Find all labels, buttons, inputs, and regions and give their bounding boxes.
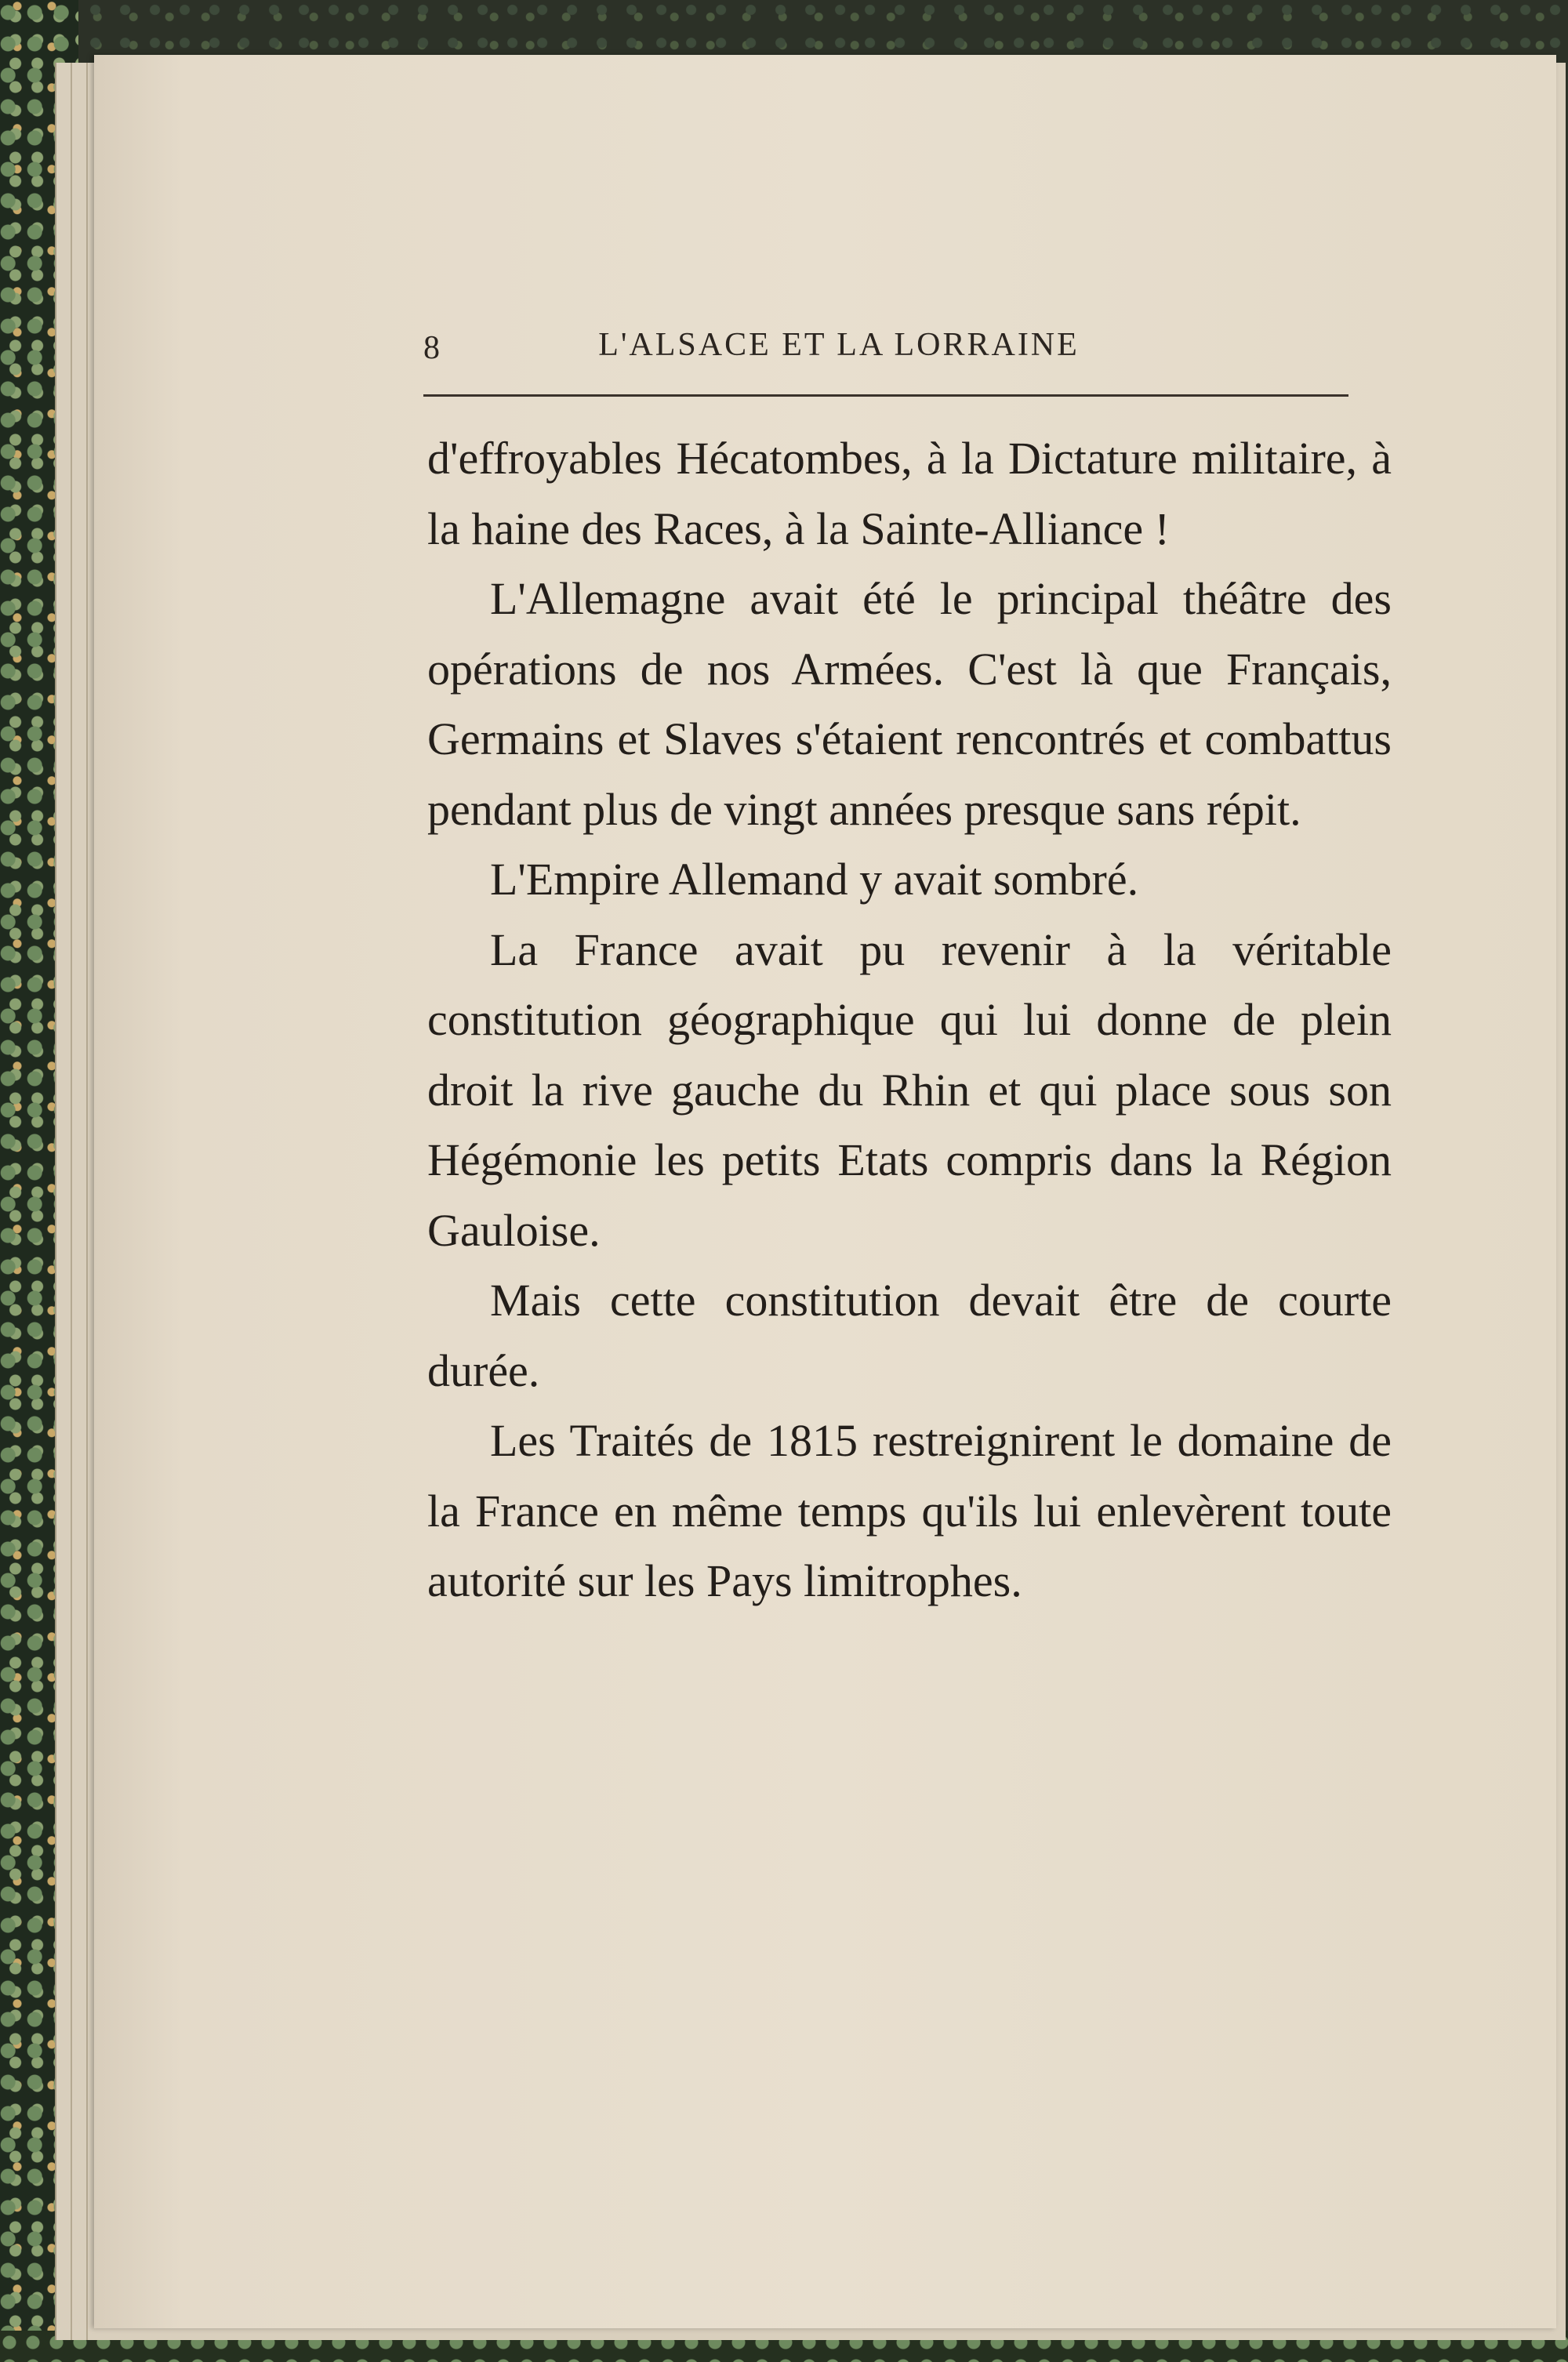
paragraph-1: d'effroyables Hécatombes, à la Dictature militaire, à la haine des Races, à la Sainte-Alliance ! <box>427 433 1392 554</box>
paragraph-4: La France avait pu revenir à la véritable constitution géographique qui lui donne de plein droit la rive gauche du Rhin et qui place sous son Hégémonie les petits Etats compris dans la Région Gauloise. <box>427 923 1392 1256</box>
paragraph-2: L'Allemagne avait été le principal théâtre des opérations de nos Armées. C'est là que Français, Germains et Slaves s'étaient rencontrés et combattus pendant plus de vingt années presque sans répit. <box>427 573 1392 835</box>
running-title: L'ALSACE ET LA LORRAINE <box>598 327 1080 363</box>
paragraph-6: Les Traités de 1815 restreignirent le domaine de la France en même temps qu'ils lui enlevèrent toute autorité sur les Pays limitrophes. <box>427 1415 1392 1606</box>
header-rule <box>423 394 1348 397</box>
body-text <box>427 423 1392 1616</box>
paragraph-3: L'Empire Allemand y avait sombré. <box>490 854 1139 905</box>
running-head <box>329 314 1348 376</box>
page-number: 8 <box>423 330 440 366</box>
paragraph-5: Mais cette constitution devait être de courte durée. <box>427 1275 1392 1396</box>
